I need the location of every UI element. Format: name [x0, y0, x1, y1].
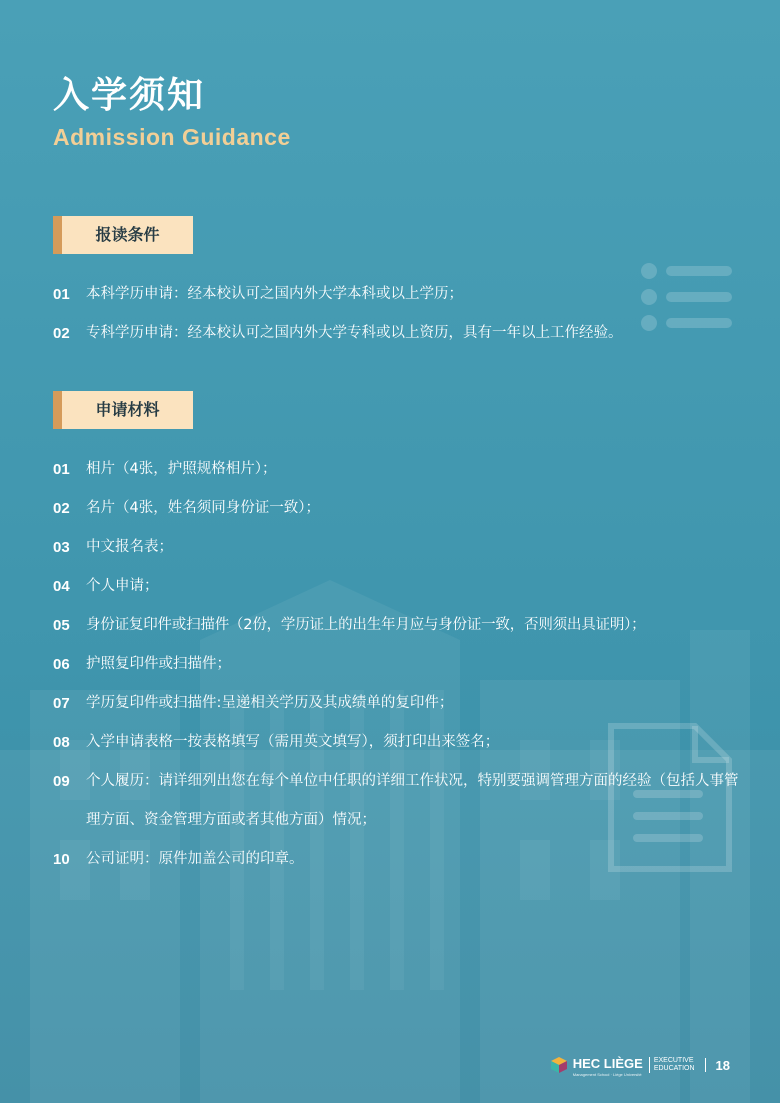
brand-name: HEC LIÈGE: [572, 1056, 643, 1071]
item-text: 护照复印件或扫描件；: [86, 656, 231, 672]
item-number: 03: [53, 539, 70, 556]
exec-line-1: EXECUTIVE: [653, 1057, 694, 1064]
list-item: [53, 314, 768, 353]
footer: [551, 1053, 730, 1077]
item-text: 个人申请；: [86, 578, 159, 594]
page-title: 入学须知: [53, 75, 206, 116]
exec-line-2: EDUCATION: [653, 1065, 695, 1072]
item-number: 08: [53, 734, 70, 751]
page-heading: [53, 74, 291, 151]
list-item: [53, 606, 768, 645]
item-number: 10: [53, 851, 70, 868]
item-text: 专科学历申请：经本校认可之国内外大学专科或以上资历，具有一年以上工作经验。: [86, 325, 623, 341]
list-item: [53, 450, 768, 489]
list-item: [53, 762, 768, 840]
item-number: 09: [53, 773, 70, 790]
list-item: [53, 489, 768, 528]
item-number: 02: [53, 325, 70, 342]
item-text: 个人履历：请详细列出您在每个单位中任职的详细工作状况，特别要强调管理方面的经验（包括人事管理方面、资金管理方面或者其他方面）情况；: [86, 773, 739, 828]
executive-education-label: [649, 1057, 695, 1073]
section-tag-eligibility: 报读条件: [53, 216, 193, 254]
item-text: 名片（4张，姓名须同身份证一致）；: [86, 500, 320, 516]
page-number: 18: [715, 1057, 730, 1073]
item-number: 01: [53, 286, 70, 303]
list-item: [53, 684, 768, 723]
item-number: 06: [53, 656, 70, 673]
item-text: 中文报名表；: [86, 539, 173, 555]
list-item: [53, 275, 768, 314]
item-text: 相片（4张，护照规格相片）；: [86, 461, 277, 477]
item-text: 本科学历申请：经本校认可之国内外大学本科或以上学历；: [86, 286, 463, 302]
item-text: 入学申请表格一按表格填写（需用英文填写），须打印出来签名；: [86, 734, 500, 750]
item-number: 05: [53, 617, 70, 634]
list-item: [53, 567, 768, 606]
brand-block: [573, 1053, 643, 1077]
page-subtitle: Admission Guidance: [53, 124, 291, 150]
hec-logo-icon: [551, 1057, 567, 1073]
list-item: [53, 645, 768, 684]
item-number: 04: [53, 578, 70, 595]
item-number: 01: [53, 461, 70, 478]
item-number: 07: [53, 695, 70, 712]
item-text: 身份证复印件或扫描件（2份，学历证上的出生年月应与身份证一致，否则须出具证明）；: [86, 617, 646, 633]
item-number: 02: [53, 500, 70, 517]
list-item: [53, 723, 768, 762]
list-item: [53, 840, 768, 879]
footer-divider: [705, 1058, 706, 1072]
materials-list: [53, 450, 768, 879]
item-text: 公司证明：原件加盖公司的印章。: [86, 851, 304, 867]
section-tag-materials: 申请材料: [53, 391, 193, 429]
list-item: [53, 528, 768, 567]
eligibility-list: [53, 275, 768, 353]
brand-tagline: Management School · Liège Université: [572, 1072, 642, 1077]
item-text: 学历复印件或扫描件:呈递相关学历及其成绩单的复印件；: [86, 695, 454, 711]
